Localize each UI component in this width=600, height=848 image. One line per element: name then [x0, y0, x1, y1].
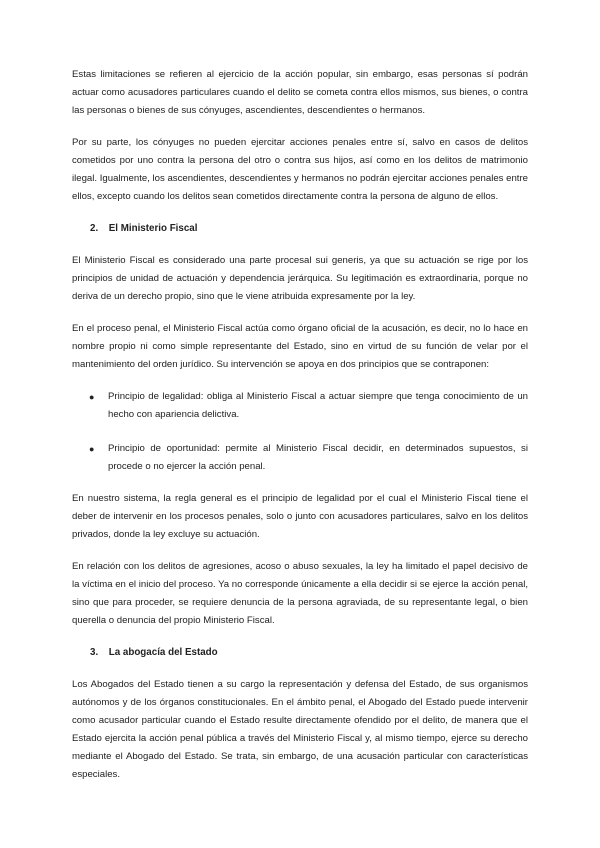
section-title: La abogacía del Estado	[108, 647, 218, 658]
bullet-icon: ●	[89, 392, 95, 402]
paragraph-ministerio-fiscal-intro: El Ministerio Fiscal es considerado una parte procesal sui generis, ya que su actuación se rige por los principios de unidad de actuación y dependencia jerárquica. Su legitimación es extraordinaria, porque no deriva de un derecho propio, sino que le viene atribuida expresamente por la ley.	[72, 255, 528, 302]
paragraph-conyuges: Por su parte, los cónyuges no pueden ejercitar acciones penales entre sí, salvo en casos de delitos cometidos por uno contra la persona del otro o contra sus hijos, así como en los delitos de matrimonio ilegal. Igualmente, los ascendientes, descendientes y hermanos no podrán ejercitar acciones penales entre ellos, excepto cuando los delitos sean cometidos directamente contra la persona de alguno de ellos.	[72, 137, 528, 202]
principles-list	[72, 388, 528, 476]
section-heading-abogacia-estado	[90, 644, 528, 662]
list-item-text: Principio de oportunidad: permite al Ministerio Fiscal decidir, en determinados supuestos, si procede o no ejercer la acción penal.	[108, 443, 528, 472]
list-item-legalidad	[72, 388, 528, 424]
paragraph-abogados-estado: Los Abogados del Estado tienen a su cargo la representación y defensa del Estado, de sus organismos autónomos y de los órganos constitucionales. En el ámbito penal, el Abogado del Estado puede intervenir como acusador particular cuando el Estado resulte directamente ofendido por el delito, de manera que el Estado ejercita la acción penal pública a través del Ministerio Fiscal y, al mismo tiempo, ejerce su derecho mediante el Abogado del Estado. Se trata, sin embargo, de una acusación particular con características especiales.	[72, 679, 528, 780]
paragraph-delitos-sexuales: En relación con los delitos de agresiones, acoso o abuso sexuales, la ley ha limitado el papel decisivo de la víctima en el inicio del proceso. Ya no corresponde únicamente a ella decidir si se ejerce la acción penal, sino que para proceder, se requiere denuncia de la persona agraviada, de su representante legal, o bien querella o denuncia del propio Ministerio Fiscal.	[72, 561, 528, 626]
section-number: 3.	[90, 647, 99, 658]
bullet-icon: ●	[89, 444, 95, 454]
list-item-text: Principio de legalidad: obliga al Ministerio Fiscal a actuar siempre que tenga conocimiento de un hecho con apariencia delictiva.	[108, 391, 528, 420]
section-title: El Ministerio Fiscal	[108, 223, 198, 234]
paragraph-acusadores-particulares: Estas limitaciones se refieren al ejercicio de la acción popular, sin embargo, esas personas sí podrán actuar como acusadores particulares cuando el delito se cometa contra ellos mismos, sus bienes, o contra las personas o bienes de sus cónyuges, ascendientes, descendientes o hermanos.	[72, 69, 528, 116]
section-number: 2.	[90, 223, 99, 234]
paragraph-proceso-penal: En el proceso penal, el Ministerio Fiscal actúa como órgano oficial de la acusación, es decir, no lo hace en nombre propio ni como simple representante del Estado, sino en virtud de su función de velar por el mantenimiento del orden jurídico. Su intervención se apoya en dos principios que se contraponen:	[72, 323, 528, 370]
paragraph-regla-general: En nuestro sistema, la regla general es el principio de legalidad por el cual el Ministerio Fiscal tiene el deber de intervenir en los procesos penales, solo o junto con acusadores particulares, salvo en los delitos privados, donde la ley excluye su actuación.	[72, 493, 528, 540]
section-heading-ministerio-fiscal	[90, 220, 528, 238]
list-item-oportunidad	[72, 440, 528, 476]
